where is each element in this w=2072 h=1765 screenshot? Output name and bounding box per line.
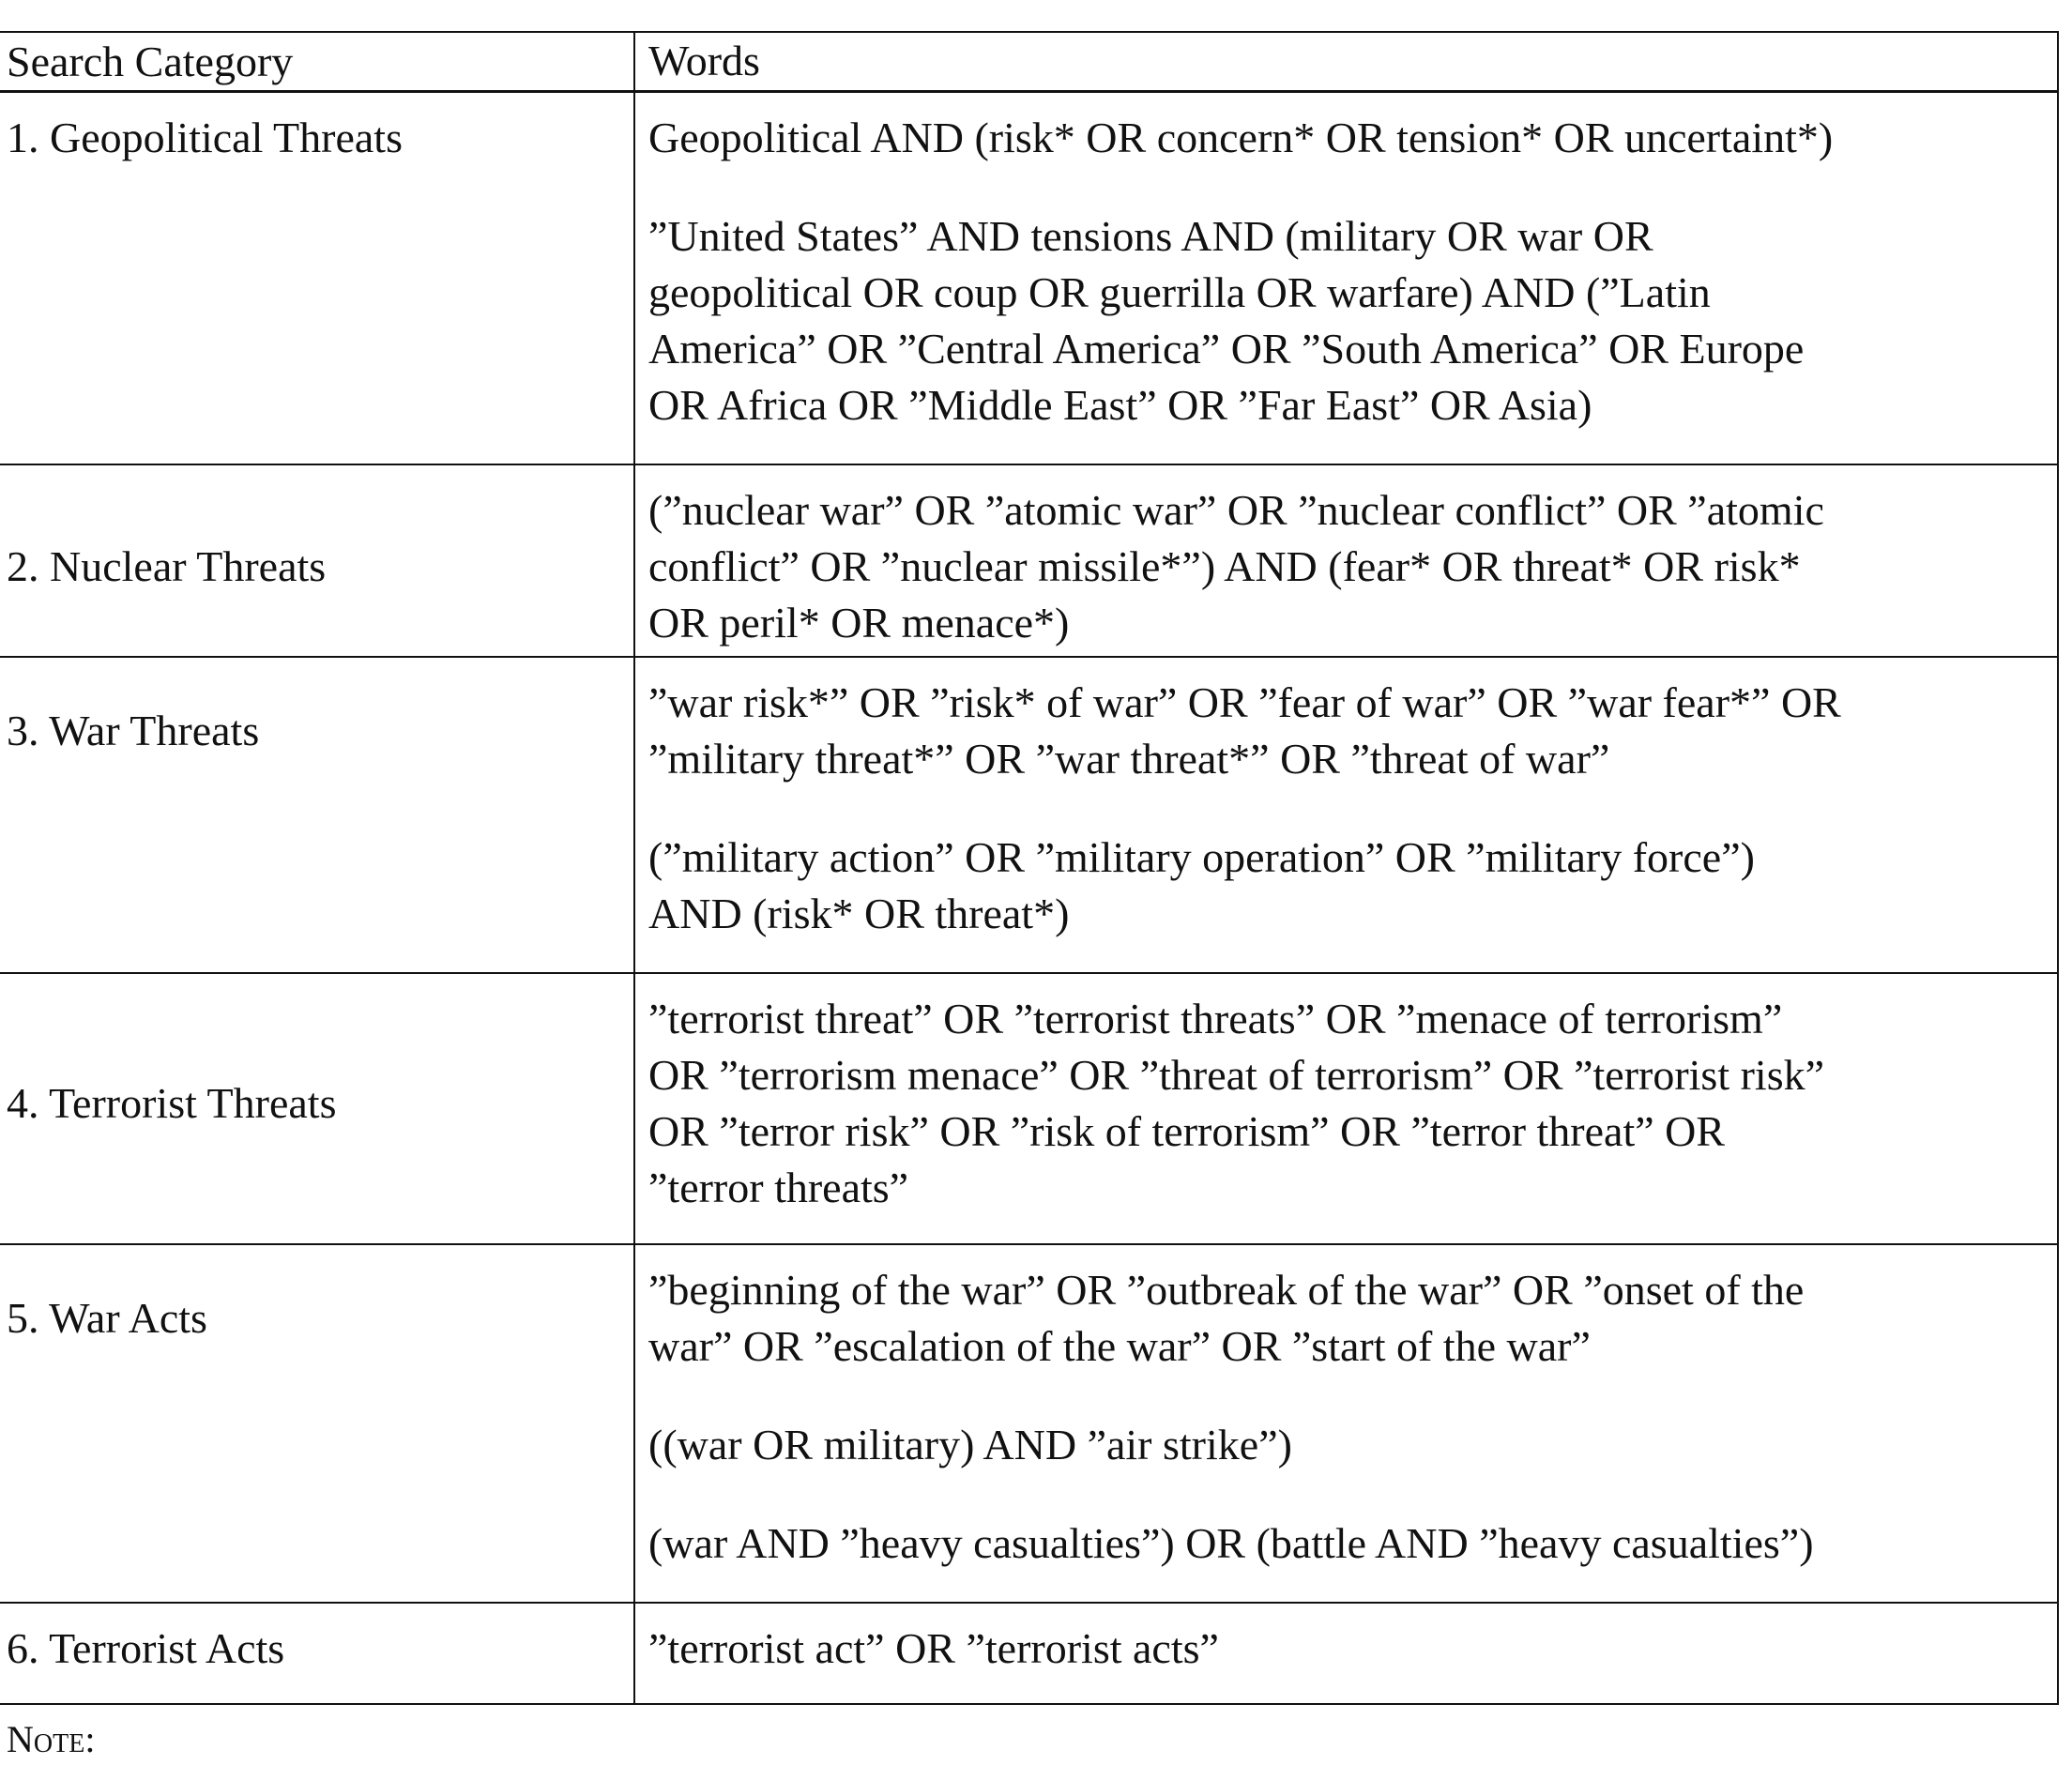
query-line: (”nuclear war” OR ”atomic war” OR ”nuclear conflict” OR ”atomic (648, 486, 1824, 534)
table-row (0, 974, 2057, 1245)
query-line: OR ”terror risk” OR ”risk of terrorism” OR ”terror threat” OR (648, 1107, 1726, 1155)
query-line: OR Africa OR ”Middle East” OR ”Far East” OR Asia) (648, 381, 1592, 429)
query-line: ”terrorist act” OR ”terrorist acts” (648, 1624, 1219, 1672)
query-line: ”United States” AND tensions AND (military OR war OR (648, 212, 1653, 260)
query-paragraph (635, 675, 2057, 787)
table-note: Note: (7, 1718, 96, 1760)
query-line: (”military action” OR ”military operation” OR ”military force”) (648, 833, 1755, 881)
query-line: geopolitical OR coup OR guerrilla OR warfare) AND (”Latin (648, 268, 1711, 316)
query-paragraph (635, 1515, 2057, 1572)
header-search-category: Search Category (7, 37, 294, 85)
query-line: ”terrorist threat” OR ”terrorist threats” OR ”menace of terrorism” (648, 995, 1783, 1042)
query-line: AND (risk* OR threat*) (648, 890, 1070, 937)
table-row (0, 465, 2057, 658)
search-category-label: 5. War Acts (7, 1294, 207, 1342)
search-category-label: 4. Terrorist Threats (7, 1079, 337, 1127)
query-paragraph (635, 1620, 2057, 1677)
search-category-label: 2. Nuclear Threats (7, 542, 327, 590)
query-line: conflict” OR ”nuclear missile*”) AND (fear* OR threat* OR risk* (648, 542, 1801, 590)
query-line: OR peril* OR menace*) (648, 599, 1070, 647)
search-category-label: 1. Geopolitical Threats (7, 114, 403, 161)
query-line: OR ”terrorism menace” OR ”threat of terrorism” OR ”terrorist risk” (648, 1051, 1825, 1099)
table-row (0, 1245, 2057, 1604)
query-paragraph (635, 1417, 2057, 1473)
table-header (0, 33, 2057, 93)
query-line: (war AND ”heavy casualties”) OR (battle AND ”heavy casualties”) (648, 1519, 1814, 1567)
search-terms-table (0, 31, 2059, 1705)
query-line: ”terror threats” (648, 1164, 909, 1211)
query-paragraph (635, 208, 2057, 434)
query-paragraph (635, 482, 2057, 651)
search-category-label: 6. Terrorist Acts (7, 1624, 285, 1672)
query-line: ((war OR military) AND ”air strike”) (648, 1421, 1292, 1468)
query-line: Geopolitical AND (risk* OR concern* OR tension* OR uncertaint*) (648, 114, 1834, 161)
header-words: Words (648, 37, 760, 84)
query-paragraph (635, 829, 2057, 942)
column-divider (633, 33, 635, 1705)
table-row (0, 658, 2057, 974)
query-line: war” OR ”escalation of the war” OR ”start of the war” (648, 1322, 1591, 1370)
query-line: ”beginning of the war” OR ”outbreak of the war” OR ”onset of the (648, 1266, 1805, 1314)
query-line: ”military threat*” OR ”war threat*” OR ”threat of war” (648, 735, 1610, 783)
query-paragraph (635, 991, 2057, 1216)
query-line: ”war risk*” OR ”risk* of war” OR ”fear of war” OR ”war fear*” OR (648, 678, 1841, 726)
query-line: America” OR ”Central America” OR ”South America” OR Europe (648, 325, 1805, 373)
query-paragraph (635, 1262, 2057, 1375)
query-paragraph (635, 110, 2057, 166)
search-category-label: 3. War Threats (7, 707, 260, 754)
table-row (0, 1604, 2057, 1705)
table-row (0, 93, 2057, 465)
